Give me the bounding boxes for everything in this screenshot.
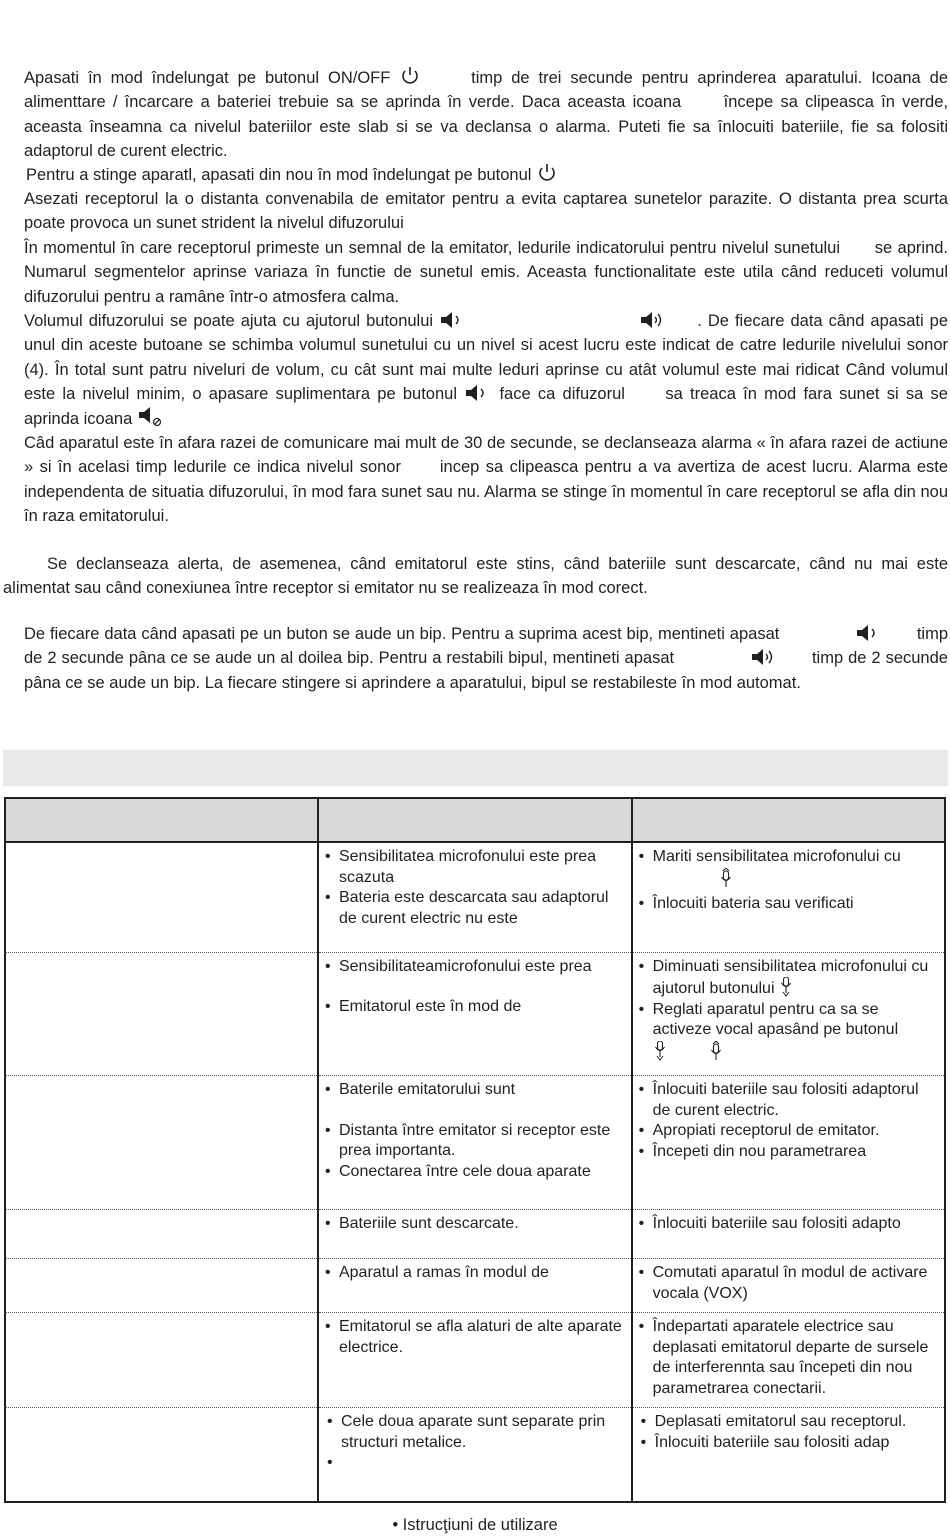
list-item: • Sensibilitatea microfonului este prea scazuta [323,847,627,888]
solution-cell [632,952,945,1076]
header-cell-problem [5,798,318,842]
header-cell-cause [318,798,632,842]
speaker-up-icon [639,311,667,329]
cause-cell [318,842,632,952]
table-row [5,952,945,1076]
list-item: • Comutati aparatul în modul de activare vocala (VOX) [637,1263,940,1304]
list-item: • Deplasati emitatorul sau receptorul. [639,1412,940,1433]
instruction-alert [3,552,948,601]
list-item [637,957,940,1000]
list-item: • Emitatorul este în mod de [323,997,627,1018]
text: începe sa clipeasca în verde, aceasta înseamna ca nivelul bateriilor este slab si se va declansa o alarma. Puteti fie sa înlocuiti bateriile, fie sa folositi adaptorul de curent electric. [24,93,948,161]
solution-cell [632,1076,945,1210]
problem-cell [5,1210,318,1259]
instruction-power-on [24,66,948,164]
solution-cell [632,1259,945,1313]
instruction-volume [24,309,948,431]
list-item: • Înlocuiti bateriile sau folositi adap [639,1433,940,1454]
list-item: • Sensibilitateamicrofonului este prea [323,957,627,978]
solution-cell [632,842,945,952]
list-item [637,847,940,894]
list-item: • Aparatul a ramas în modul de [323,1263,627,1284]
list-item: • Conectarea între cele doua aparate [323,1162,627,1183]
problem-cell [5,1076,318,1210]
speaker-down-icon [439,311,467,329]
text: Asezati receptorul la o distanta convenabila de emitator pentru a evita captarea sunetelor parazite. O distanta prea scurta poate provoca un sunet strident la nivelul difuzorului [24,190,948,233]
instruction-placement [24,187,948,236]
list-item: • Îndepartati aparatele electrice sau deplasati emitatorul departe de sursele de interferennta sau începeti din nou parametrarea conectarii. [637,1317,940,1399]
text: Mariti sensibilitatea microfonului cu [652,848,901,865]
speaker-down-icon [464,384,492,402]
text: face ca difuzorul [499,385,625,404]
cause-cell [318,1313,632,1408]
cause-cell [318,1076,632,1210]
speaker-up-icon [750,648,778,666]
text: Volumul difuzorului se poate ajuta cu ajutorul butonului [24,312,434,330]
table-header-row [5,798,945,842]
microphone-up-icon [709,1041,723,1061]
list-item: • Cele doua aparate sunt separate prin structuri metalice. [325,1412,627,1453]
text: timp de trei secunde pentru aprinderea aparatului. Icoana de alimenttare / încarcare a bateriei trebuie sa se aprinda în verde. Daca aceasta icoana [24,69,949,112]
table-row [5,1259,945,1313]
text: Diminuati sensibilitatea microfonului cu ajutorul butonului [652,957,929,997]
table-row [5,1408,945,1502]
cause-cell [318,952,632,1076]
text: Se declanseaza alerta, de asemenea, când emitatorul este stins, când bateriile sunt descarcate, când nu mai este alimentat sau când conexiunea între receptor si emitator nu se realizeaza în mod corect. [3,555,948,598]
troubleshooting-table [4,797,946,1503]
list-item: • Bateria este descarcata sau adaptorul de curent electric nu este [323,888,627,929]
instruction-power-off [26,163,950,187]
table-row [5,1313,945,1408]
power-icon [536,163,558,183]
solution-cell [632,1313,945,1408]
solution-cell [632,1408,945,1502]
list-item: • Începeti din nou parametrarea [637,1142,940,1163]
solution-cell [632,1210,945,1259]
microphone-up-icon [719,868,733,888]
list-item: • Înlocuiti bateriile sau folositi adapto [637,1214,940,1235]
text: De fiecare data când apasati pe un buton se aude un bip. Pentru a suprima acest bip, mentineti apasat [24,625,780,643]
table-row [5,1210,945,1259]
problem-cell [5,1408,318,1502]
cause-cell [318,1210,632,1259]
text: incep sa clipeasca pentru a va avertiza de acest lucru. Alarma este independenta de situatia difuzorului, în mod fara sunet sau nu. Alarma se stinge în momentul în care receptorul se afla din nou în raza emitatorului. [24,458,949,526]
microphone-down-icon [779,977,793,997]
table-row [5,1076,945,1210]
text: În momentul în care receptorul primeste un semnal de la emitator, ledurile indicatorului pentru nivelul sunetului [24,239,841,257]
problem-cell [5,842,318,952]
power-icon [399,66,421,86]
text: Câd aparatul este în afara razei de comunicare mai mult de 30 de secunde, se declanseaza alarma « în afara razei de actiune » si în acelasi timp ledurile ce indica nivelul sonor [24,434,948,477]
speaker-down-icon [855,624,883,642]
text: Apasati în mod îndelungat pe butonul ON/OFF [24,69,391,87]
list-item: • Înlocuiti bateria sau verificati [637,894,940,915]
list-item: • Distanta între emitator si receptor este prea importanta. [323,1121,627,1162]
instruction-sound-level [24,236,948,309]
text: Reglati aparatul pentru ca sa se activeze vocal apasând pe butonul [652,1000,899,1038]
table-row [5,842,945,952]
instruction-out-of-range [24,431,948,529]
microphone-down-icon [653,1041,667,1061]
speaker-mute-icon [137,407,163,427]
list-item [637,1000,940,1068]
list-item: • Emitatorul se afla alaturi de alte aparate electrice. [323,1317,627,1358]
text: . De fiecare data când apasati pe unul din aceste butoane se schimba volumul sunetului cu un nivel si acest lucru este indicat de catre ledurile nivelului sonor (4). În total sunt patru niveluri de volum, cu cât sunt mai multe leduri aprinse cu atât volumul este mai ridicat Când volumul este la nivelul minim, o apasare suplimentara pe butonul [24,312,949,404]
text: timp de 2 secunde pâna ce se aude un al doilea bip. Pentru a restabili bipul, mentineti apasat [24,625,949,668]
problem-cell [5,1259,318,1313]
list-item: • Apropiati receptorul de emitator. [637,1121,940,1142]
cause-cell [318,1259,632,1313]
text: sa treaca în mod fara sunet si sa se aprinda icoana [24,385,948,428]
problem-cell [5,952,318,1076]
text: timp de 2 secunde pâna ce se aude un bip. La fiecare stingere si aprindere a aparatului, bipul se restabileste în mod automat. [24,649,948,692]
text: Pentru a stinge aparatl, apasati din nou în mod îndelungat pe butonul [26,166,532,184]
cause-cell [318,1408,632,1502]
list-item: • Baterile emitatorului sunt [323,1080,627,1101]
text: se aprind. Numarul segmentelor aprinse variaza în functie de sunetul emis. Aceasta functionalitate este utila când reduceti volumul difuzorului pentru a ramâne într-o atmosfera calma. [24,239,949,306]
list-item: • Înlocuiti bateriile sau folositi adaptorul de curent electric. [637,1080,940,1121]
header-cell-solution [632,798,945,842]
instruction-beep [24,622,948,695]
problem-cell [5,1313,318,1408]
page-footer: • Istrucţiuni de utilizare [392,1516,558,1534]
list-item: • Bateriile sunt descarcate. [323,1214,627,1235]
section-heading-band [3,750,948,786]
